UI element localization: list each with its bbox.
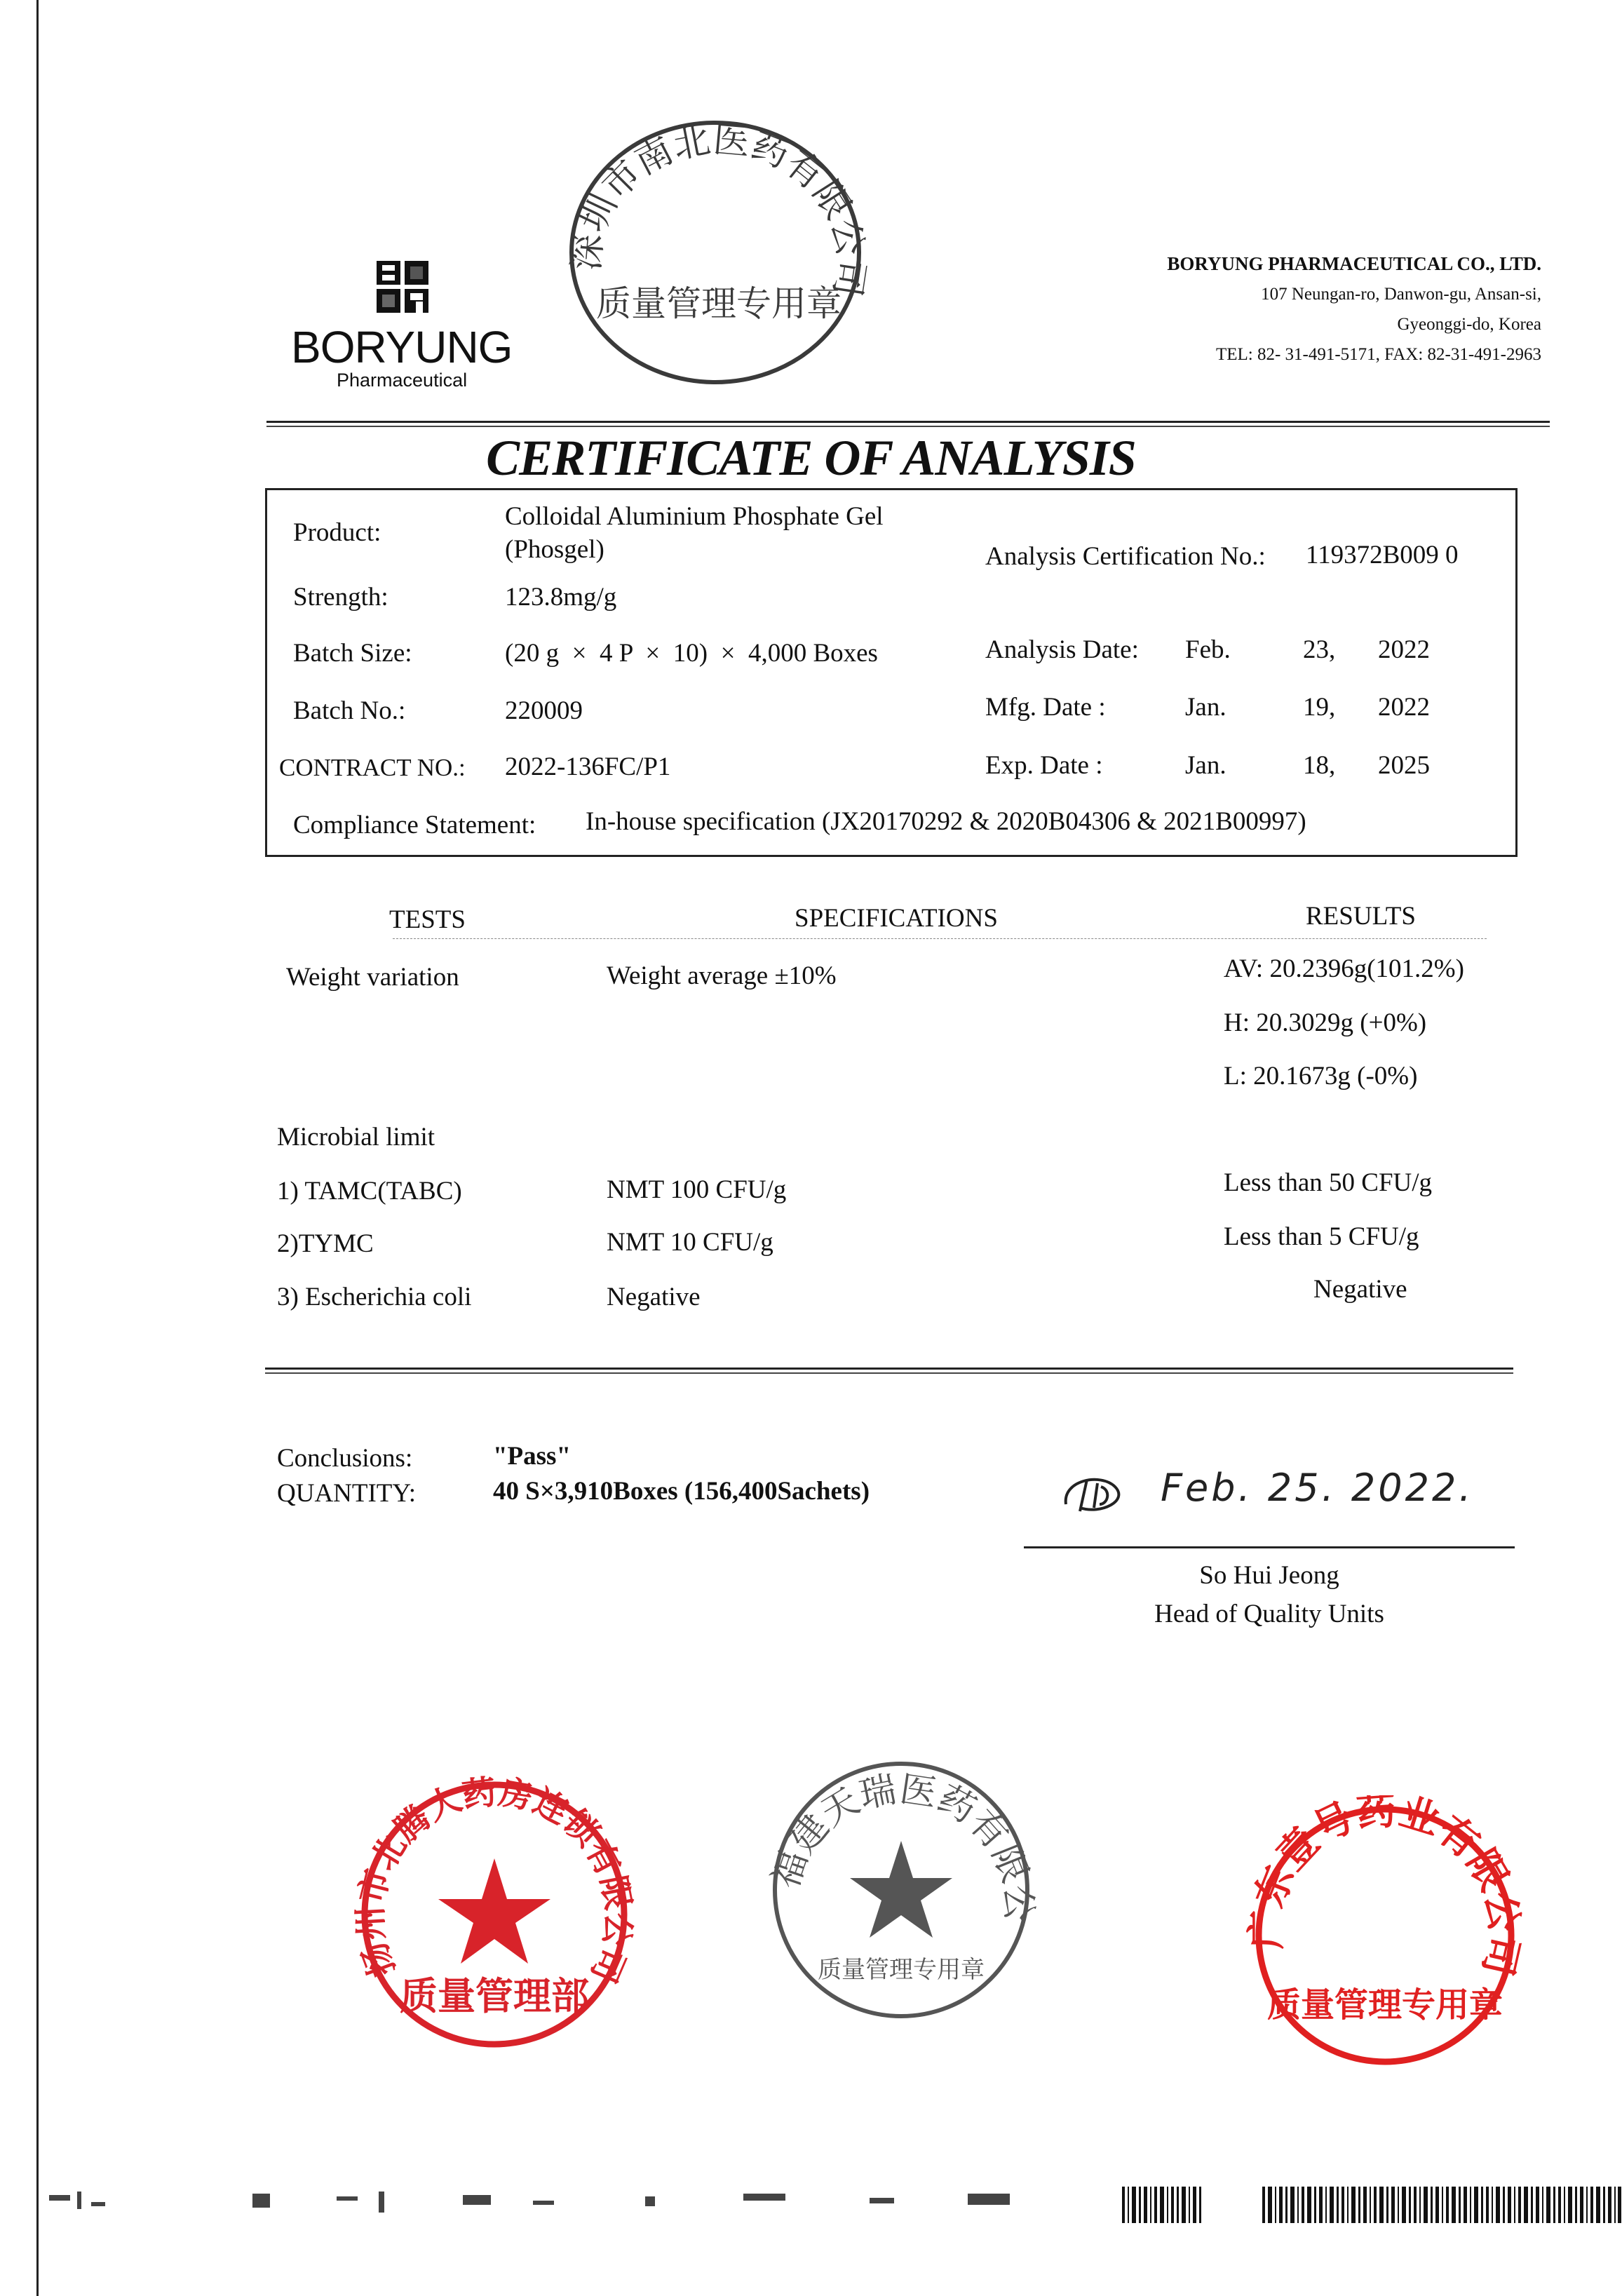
result-e-coli: Negative [1313,1275,1407,1304]
test-microbial-limit: Microbial limit [277,1123,435,1152]
stamp-red-right-icon [1245,1795,1525,2076]
handwritten-date: Feb. 25. 2022. [1161,1466,1474,1510]
spec-weight-variation: Weight average ±10% [607,961,837,990]
svg-text:深圳市南北医药有限公司 [565,119,870,299]
stamp-gray-center-sub: 质量管理专用章 [818,1956,985,1984]
tests-bottom-rule [265,1368,1513,1374]
conclusions-value: "Pass" [493,1442,571,1471]
stamp-gray-center-name: 福建天瑞医药有限公 [764,1768,1038,1923]
exp-date-label: Exp. Date : [985,751,1103,780]
analysis-date-year: 2022 [1378,635,1430,664]
contract-value: 2022-136FC/P1 [505,752,671,781]
analysis-date-month: Feb. [1185,635,1231,664]
company-address-line2: Gyeonggi-do, Korea [1397,315,1541,334]
spec-tamc: NMT 100 CFU/g [607,1175,787,1204]
stamp-red-left [354,1774,635,2055]
analysis-date-day: 23, [1303,635,1336,664]
signatory-title: Head of Quality Units [1154,1600,1384,1628]
compliance-value: In-house specification (JX20170292 & 2020B04306 & 2021B00997) [586,807,1306,836]
svg-text:广东壹号药业有限公司 [1245,1795,1525,1980]
test-tamc: 1) TAMC(TABC) [277,1177,462,1206]
header-results: RESULTS [1306,902,1416,931]
product-name-line1: Colloidal Aluminium Phosphate Gel [505,502,884,531]
contract-label: CONTRACT NO.: [279,754,466,781]
stamp-gray-center [764,1753,1038,2027]
company-logo [291,259,522,393]
batch-size-value: (20 g × 4 P × 10) × 4,000 Boxes [505,639,878,668]
header-specifications: SPECIFICATIONS [795,904,998,933]
batch-no-value: 220009 [505,696,583,725]
boryung-logo-icon [375,259,431,316]
mfg-date-month: Jan. [1185,693,1226,722]
company-contact: TEL: 82- 31-491-5171, FAX: 82-31-491-2963 [1215,345,1541,364]
batch-no-label: Batch No.: [293,696,406,725]
company-address-line1: 107 Neungan-ro, Danwon-gu, Ansan-si, [1261,285,1541,304]
result-h: H: 20.3029g (+0%) [1224,1008,1427,1037]
test-tymc: 2)TYMC [277,1229,374,1258]
barcode-icon [1122,2187,1622,2223]
stamp-red-right-name: 广东壹号药业有限公司 [1245,1795,1525,1980]
scan-noise-icon [42,2181,1094,2223]
result-tamc: Less than 50 CFU/g [1224,1168,1433,1197]
quantity-value: 40 S×3,910Boxes (156,400Sachets) [493,1477,870,1506]
result-l: L: 20.1673g (-0%) [1224,1062,1418,1090]
strength-label: Strength: [293,583,388,612]
stamp-header [561,112,870,393]
batch-size-label: Batch Size: [293,639,412,668]
result-av: AV: 20.2396g(101.2%) [1224,954,1464,983]
stamp-gray-center-icon [764,1753,1038,2027]
header-underline [393,938,1487,939]
stamp-red-left-sub: 质量管理部 [400,1973,589,2018]
cert-no-label: Analysis Certification No.: [985,542,1266,571]
stamp-red-right-sub: 质量管理专用章 [1266,1985,1503,2025]
spec-tymc: NMT 10 CFU/g [607,1228,773,1257]
cert-no-value: 119372B009 0 [1306,541,1459,569]
result-tymc: Less than 5 CFU/g [1224,1222,1419,1251]
company-name: BORYUNG PHARMACEUTICAL CO., LTD. [1167,253,1541,274]
quantity-label: QUANTITY: [277,1479,417,1508]
exp-date-day: 18, [1303,751,1336,780]
compliance-label: Compliance Statement: [293,811,536,839]
exp-date-month: Jan. [1185,751,1226,780]
mfg-date-day: 19, [1303,693,1336,722]
product-name-line2: (Phosgel) [505,535,604,564]
strength-value: 123.8mg/g [505,583,617,612]
test-e-coli: 3) Escherichia coli [277,1283,472,1311]
mfg-date-year: 2022 [1378,693,1430,722]
header-tests: TESTS [389,905,466,934]
stamp-header-name: 深圳市南北医药有限公司 [565,119,870,299]
analysis-date-label: Analysis Date: [985,635,1139,664]
stamp-red-right [1245,1795,1525,2076]
scan-edge [36,0,39,2296]
stamp-red-left-icon [354,1774,635,2055]
barcode [1122,2187,1622,2223]
signature-mark [1059,1466,1143,1522]
stamp-red-left-name: 扬州市北腾大药房连锁有限公司 [354,1774,635,1989]
signature-line [1024,1546,1515,1548]
logo-text: BORYUNG [291,322,513,372]
header-rule [266,421,1550,427]
spec-e-coli: Negative [607,1283,701,1311]
signature-scribble-icon [1059,1466,1143,1522]
stamp-header-icon [561,112,870,393]
test-weight-variation: Weight variation [286,963,459,992]
signatory-name: So Hui Jeong [1199,1561,1339,1590]
mfg-date-label: Mfg. Date : [985,693,1106,722]
product-label: Product: [293,518,381,547]
company-address-block [1167,249,1541,370]
exp-date-year: 2025 [1378,751,1430,780]
conclusions-label: Conclusions: [277,1444,413,1473]
stamp-header-sub: 质量管理专用章 [596,283,842,324]
scan-noise-strip [42,2181,1094,2223]
logo-subtext: Pharmaceutical [337,370,468,391]
document-title: CERTIFICATE OF ANALYSIS [486,430,1136,486]
